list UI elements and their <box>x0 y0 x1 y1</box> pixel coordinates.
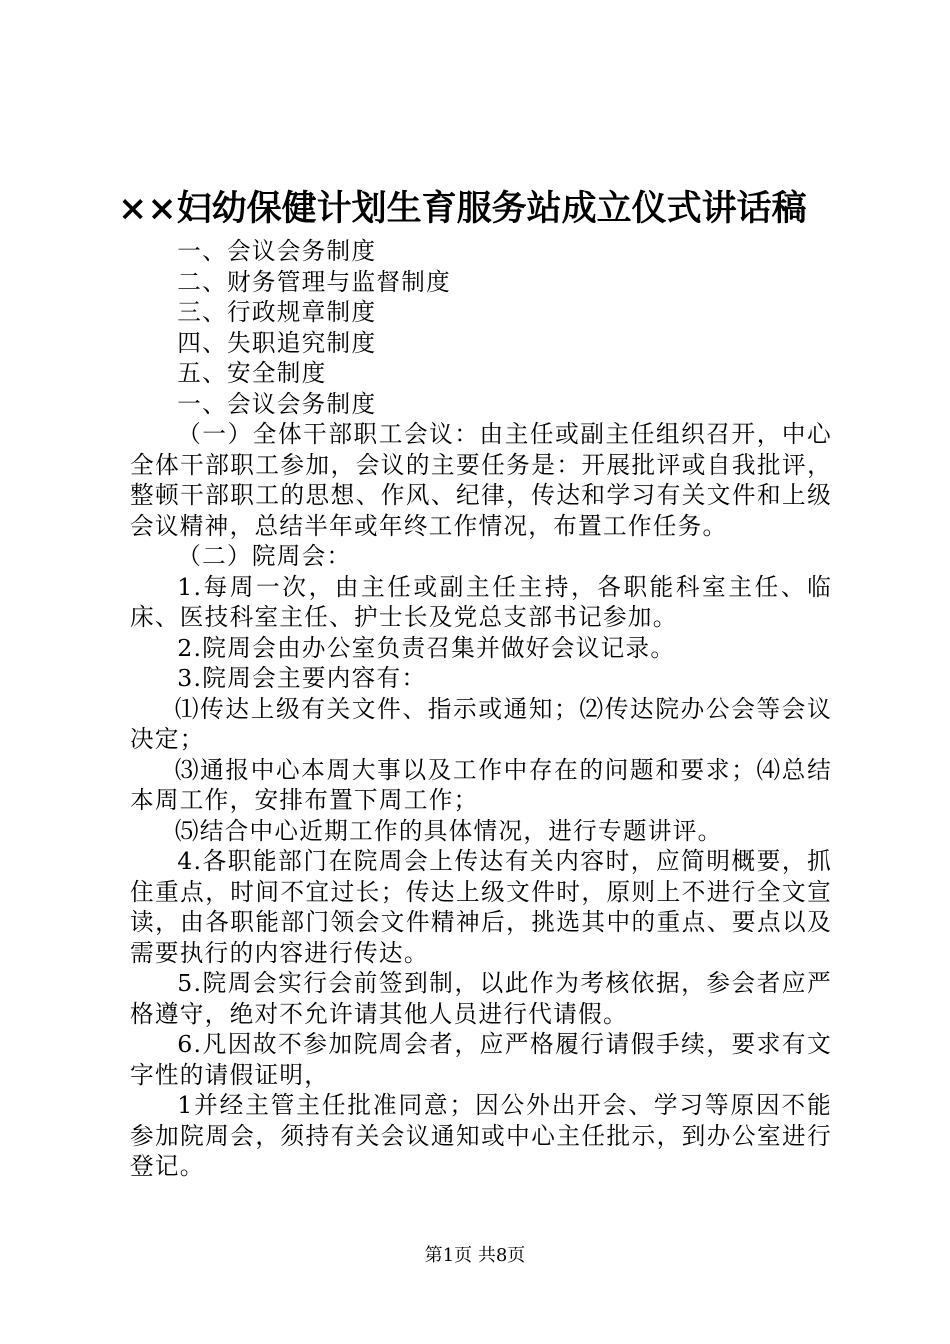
paragraph: （一）全体干部职工会议：由主任或副主任组织召开，中心全体干部职工参加，会议的主要任务是：开展批评或自我批评，整顿干部职工的思想、作风、纪律，传达和学习有关文件和上级会议精神，总结半年或年终工作情况，布置工作任务。 <box>130 420 832 540</box>
document-body <box>130 236 832 1182</box>
paragraph: ⑶通报中心本周大事以及工作中存在的问题和要求；⑷总结本周工作，安排布置下周工作； <box>130 755 832 814</box>
paragraph: 4.各职能部门在院周会上传达有关内容时，应简明概要，抓住重点，时间不宜过长；传达上级文件时，原则上不进行全文宣读，由各职能部门领会文件精神后，挑选其中的重点、要点以及需要执行的内容进行传达。 <box>130 847 832 967</box>
paragraph: 5.院周会实行会前签到制，以此作为考核依据，参会者应严格遵守，绝对不允许请其他人员进行代请假。 <box>130 969 832 1028</box>
toc-item-4: 四、失职追究制度 <box>177 328 377 357</box>
toc-item-3: 三、行政规章制度 <box>177 298 377 326</box>
paragraph: 1.每周一次，由主任或副主任主持，各职能科室主任、临床、医技科室主任、护士长及党总支部书记参加。 <box>130 572 832 631</box>
paragraph: 3.院周会主要内容有： <box>177 664 427 692</box>
section-heading: 一、会议会务制度 <box>177 389 377 418</box>
paragraph: 2.院周会由办公室负责召集并做好会议记录。 <box>177 633 676 662</box>
document-title: ××妇幼保健计划生育服务站成立仪式讲话稿 <box>118 188 807 229</box>
toc-item-5: 五、安全制度 <box>177 359 327 387</box>
toc-item-2: 二、财务管理与监督制度 <box>177 267 452 296</box>
paragraph: ⑸结合中心近期工作的具体情况，进行专题讲评。 <box>174 816 723 845</box>
paragraph: ⑴传达上级有关文件、指示或通知；⑵传达院办公会等会议决定； <box>130 694 832 753</box>
paragraph: 6.凡因故不参加院周会者，应严格履行请假手续，要求有文字性的请假证明， <box>130 1030 832 1089</box>
paragraph: （二）院周会： <box>177 542 352 570</box>
page-footer: 第1页 共8页 <box>424 1245 526 1266</box>
toc-item-1: 一、会议会务制度 <box>177 237 377 265</box>
paragraph: 1并经主管主任批准同意；因公外出开会、学习等原因不能参加院周会，须持有关会议通知或中心主任批示，到办公室进行登记。 <box>130 1091 832 1180</box>
